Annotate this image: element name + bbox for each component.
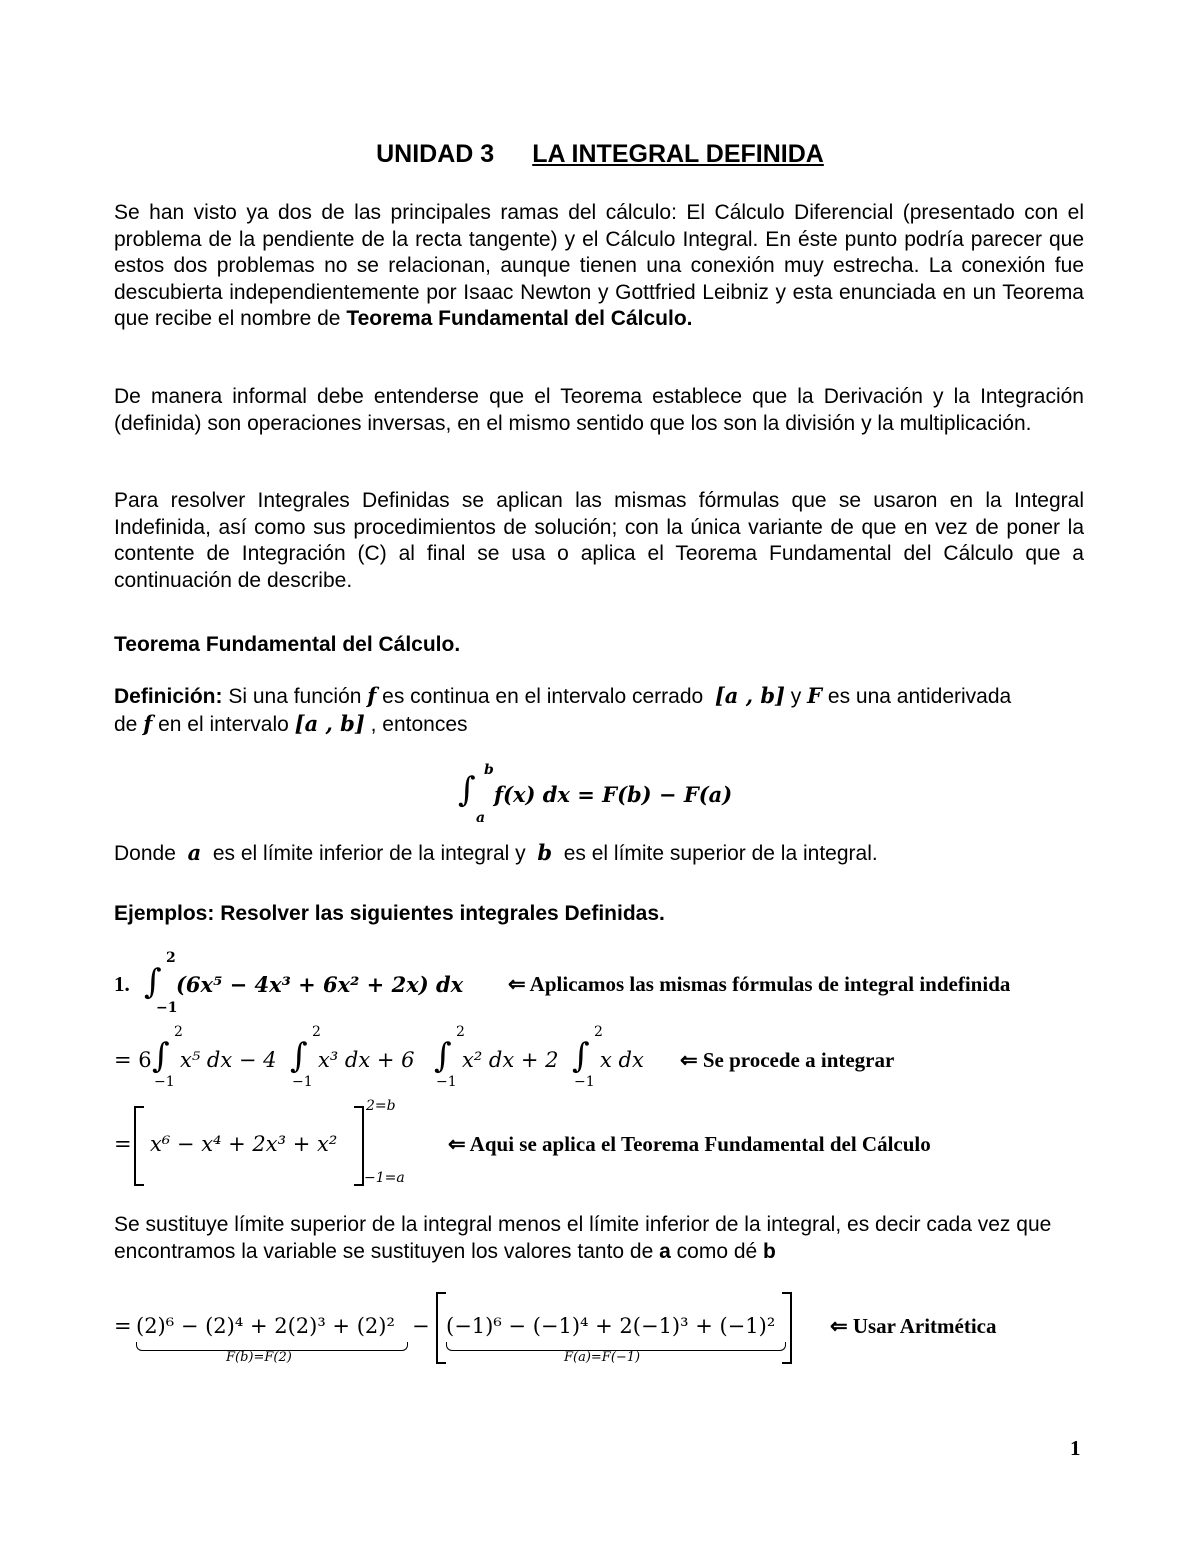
definition-text-4: es una antiderivada	[822, 685, 1012, 708]
symbol-F: F	[807, 683, 823, 708]
intro-paragraph-1	[114, 200, 1084, 333]
definition-text-1: Si una función	[222, 685, 368, 708]
step-2-term-4-body: x dx	[600, 1048, 644, 1072]
step-2-upper-4: 2	[594, 1024, 603, 1040]
definition-line-2	[114, 711, 1084, 739]
upper-limit: b	[484, 762, 494, 778]
unit-name: LA INTEGRAL DEFINIDA	[532, 140, 824, 168]
step-4-minus: −	[412, 1314, 430, 1338]
example-1-upper: 2	[166, 950, 176, 966]
step-2-term-1-body: x⁵ dx − 4	[180, 1048, 277, 1072]
step-3-upper: 2=b	[366, 1098, 396, 1114]
intro-paragraph-1-bold: Teorema Fundamental del Cálculo.	[346, 307, 693, 330]
interval-ab: [a , b]	[714, 683, 785, 708]
step-4-left-label: F(b)=F(2)	[226, 1350, 292, 1365]
step-2-integral-2: ∫	[290, 1036, 308, 1076]
step-3-right-bracket	[354, 1106, 364, 1186]
step-2-lower-4: −1	[574, 1074, 595, 1090]
step-2-term-2-body: x³ dx + 6	[318, 1048, 415, 1072]
symbol-f: f	[367, 683, 377, 708]
limits-text-1: Donde	[114, 842, 182, 865]
step-2-upper-3: 2	[456, 1024, 465, 1040]
step-2-lower-1: −1	[154, 1074, 175, 1090]
definition-line-2-text-2: en el intervalo	[152, 713, 295, 736]
step-4-right-expression: (−1)⁶ − (−1)⁴ + 2(−1)³ + (−1)²	[446, 1314, 776, 1338]
substitution-text-1: Se sustituye límite superior de la integral menos el límite inferior de la integral, es decir cada vez que encontramos la variable se sustituyen los valores tanto de	[114, 1213, 1052, 1263]
intro-paragraph-3: Para resolver Integrales Definidas se aplican las mismas fórmulas que se usaron en la Integral Indefinida, así como sus procedimientos de solución; con la única variante de que en vez de poner la contente de Integración (C) al final se usa o aplica el Teorema Fundamental del Cálculo que a continuación de describe.	[114, 489, 1084, 592]
example-1-lower: −1	[156, 1000, 178, 1016]
step-4-equals: =	[114, 1314, 132, 1338]
step-4-right-bracket	[782, 1292, 792, 1364]
page-title	[0, 140, 1200, 169]
step-2	[114, 1024, 1094, 1096]
unit-label: UNIDAD 3	[376, 140, 495, 168]
definition-label: Definición:	[114, 685, 223, 708]
step-4	[114, 1290, 1094, 1370]
step-2-note: ⇐ Se procede a integrar	[680, 1048, 895, 1072]
substitution-text-2: como dé	[670, 1239, 764, 1263]
step-2-integral-4: ∫	[572, 1036, 590, 1076]
definition-line-1	[114, 683, 1084, 711]
theorem-heading: Teorema Fundamental del Cálculo.	[114, 633, 461, 656]
intro-paragraph-2: De manera informal debe entenderse que el Teorema establece que la Derivación y la Integración (definida) son operaciones inversas, en el mismo sentido que los son la división y la multiplicación.	[114, 385, 1084, 435]
definition-line-2-text-1: de	[114, 713, 144, 736]
step-3-equals: =	[114, 1132, 132, 1156]
integral-sign: ∫	[458, 770, 476, 810]
step-4-note: ⇐ Usar Aritmética	[830, 1314, 997, 1338]
examples-heading: Ejemplos: Resolver las siguientes integrales Definidas.	[114, 902, 665, 925]
example-1-integrand: (6x⁵ − 4x³ + 6x² + 2x) dx	[176, 972, 464, 997]
intro-paragraph-1-text: Se han visto ya dos de las principales ramas del cálculo: El Cálculo Diferencial (presentado con el problema de la pendiente de la recta tangente) y el Cálculo Integral. En éste punto podría parecer que estos dos problemas no se relacionan, aunque tienen una conexión muy estrecha. La conexión fue descubierta independientemente por Isaac Newton y Gottfried Leibniz y esta enunciada en un Teorema que recibe el nombre de	[114, 201, 1084, 330]
step-4-left-expression: (2)⁶ − (2)⁴ + 2(2)³ + (2)²	[136, 1314, 395, 1338]
limits-explanation	[114, 840, 1084, 868]
step-2-integral-3: ∫	[434, 1036, 452, 1076]
definition-text-2: es continua en el intervalo cerrado	[376, 685, 710, 708]
step-2-upper-1: 2	[174, 1024, 183, 1040]
step-3-left-bracket	[134, 1106, 144, 1186]
substitution-explanation	[114, 1212, 1084, 1265]
example-1-number: 1.	[114, 972, 130, 996]
step-2-term-3-body: x² dx + 2	[462, 1048, 559, 1072]
definition-line-2-text-3: , entonces	[364, 713, 468, 736]
example-1-integral-sign: ∫	[144, 962, 162, 1002]
lower-limit: a	[476, 810, 486, 826]
step-4-left-bracket	[436, 1292, 446, 1364]
symbol-b: b	[537, 840, 553, 865]
example-1-note: ⇐ Aplicamos las mismas fórmulas de integral indefinida	[508, 972, 1011, 996]
step-2-integral-1: ∫	[152, 1036, 170, 1076]
step-2-upper-2: 2	[312, 1024, 321, 1040]
substitution-b: b	[763, 1239, 776, 1263]
ftc-formula	[458, 762, 758, 828]
step-2-lower-3: −1	[436, 1074, 457, 1090]
step-3	[114, 1098, 1094, 1190]
step-2-lower-2: −1	[292, 1074, 313, 1090]
limits-text-2: es el límite inferior de la integral y	[207, 842, 532, 865]
substitution-a: a	[659, 1239, 671, 1263]
interval-ab-2: [a , b]	[294, 711, 365, 736]
limits-text-3: es el límite superior de la integral.	[557, 842, 878, 865]
page-number: 1	[1070, 1436, 1081, 1460]
step-3-note: ⇐ Aqui se aplica el Teorema Fundamental del Cálculo	[448, 1132, 931, 1156]
symbol-f-2: f	[143, 711, 153, 736]
step-3-body: x⁶ − x⁴ + 2x³ + x²	[150, 1132, 338, 1156]
symbol-a: a	[187, 840, 202, 865]
step-4-right-label: F(a)=F(−1)	[564, 1350, 641, 1365]
example-1	[114, 948, 1094, 1020]
step-2-term-1-coef: = 6	[114, 1048, 152, 1072]
step-3-lower: −1=a	[364, 1170, 405, 1186]
definition-text-3: y	[784, 685, 808, 708]
ftc-formula-body: f(x) dx = F(b) − F(a)	[494, 782, 733, 807]
